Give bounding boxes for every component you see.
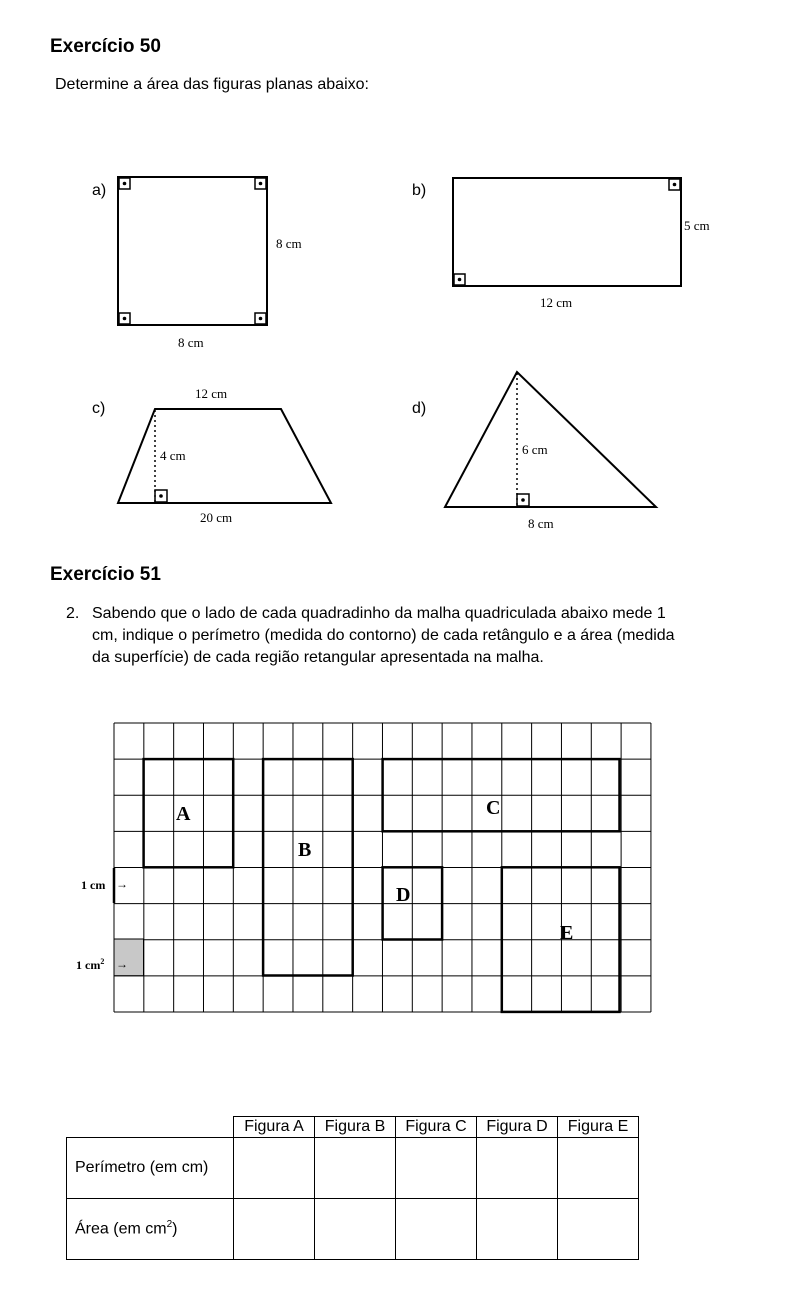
trapezoid-figure [118, 409, 331, 503]
rectangle-figure [453, 178, 681, 286]
answer-cell[interactable] [315, 1199, 396, 1260]
figure-d-label: d) [412, 400, 427, 417]
square-base-label: 8 cm [178, 335, 204, 350]
answer-cell[interactable] [315, 1138, 396, 1199]
unit-cm2-arrow: → [116, 957, 128, 971]
header-figura-a: Figura A [234, 1117, 315, 1138]
exercise-51-text-line1: Sabendo que o lado de cada quadradinho da malha quadriculada abaixo mede 1 [92, 605, 666, 622]
rect-e-label: E [560, 922, 574, 944]
triangle-base-label: 8 cm [528, 516, 554, 531]
figure-a-label: a) [92, 182, 107, 199]
answer-cell[interactable] [558, 1199, 639, 1260]
triangle-height-label: 6 cm [522, 442, 548, 457]
trapezoid-base-label: 20 cm [200, 510, 233, 525]
triangle-figure [445, 372, 656, 507]
item-number: 2. [66, 605, 80, 622]
exercise-51-title: Exercício 51 [50, 564, 161, 585]
square-side-label: 8 cm [276, 236, 302, 251]
answer-cell[interactable] [234, 1138, 315, 1199]
exercise-50-title: Exercício 50 [50, 36, 161, 57]
row-perimetro-label: Perímetro (em cm) [67, 1138, 234, 1199]
answer-cell[interactable] [234, 1199, 315, 1260]
answer-cell[interactable] [396, 1199, 477, 1260]
rectangle-height-label: 5 cm [684, 218, 710, 233]
figure-c-label: c) [92, 400, 106, 417]
answer-cell[interactable] [477, 1138, 558, 1199]
answer-cell[interactable] [396, 1138, 477, 1199]
unit-cm2-label: 1 $cm^2$ [76, 957, 105, 972]
figure-b-label: b) [412, 182, 427, 199]
rect-c-label: C [486, 797, 501, 819]
rect-b-label: B [298, 839, 312, 861]
rect-a-label: A [176, 803, 191, 825]
answer-cell[interactable] [558, 1138, 639, 1199]
exercise-51-text-line3: da superfície) de cada região retangular apresentada na malha. [92, 649, 544, 666]
trapezoid-height-label: 4 cm [160, 448, 186, 463]
header-figura-c: Figura C [396, 1117, 477, 1138]
table-corner [67, 1117, 234, 1138]
row-area-label: Área (em $cm^2$) [67, 1199, 234, 1260]
unit-cm-label: 1 cm [81, 878, 106, 892]
header-figura-e: Figura E [558, 1117, 639, 1138]
square-figure [118, 177, 267, 325]
results-table [66, 1116, 639, 1260]
answer-cell[interactable] [477, 1199, 558, 1260]
exercise-51-text-line2: cm, indique o perímetro (medida do contorno) de cada retângulo e a área (medida [92, 627, 675, 644]
header-figura-d: Figura D [477, 1117, 558, 1138]
rect-d-label: D [396, 884, 411, 906]
rectangle-base-label: 12 cm [540, 295, 573, 310]
trapezoid-top-label: 12 cm [195, 386, 228, 401]
unit-cm-arrow: → [116, 877, 128, 891]
exercise-50-prompt: Determine a área das figuras planas abaixo: [55, 76, 369, 93]
square-grid [114, 723, 651, 1012]
header-figura-b: Figura B [315, 1117, 396, 1138]
